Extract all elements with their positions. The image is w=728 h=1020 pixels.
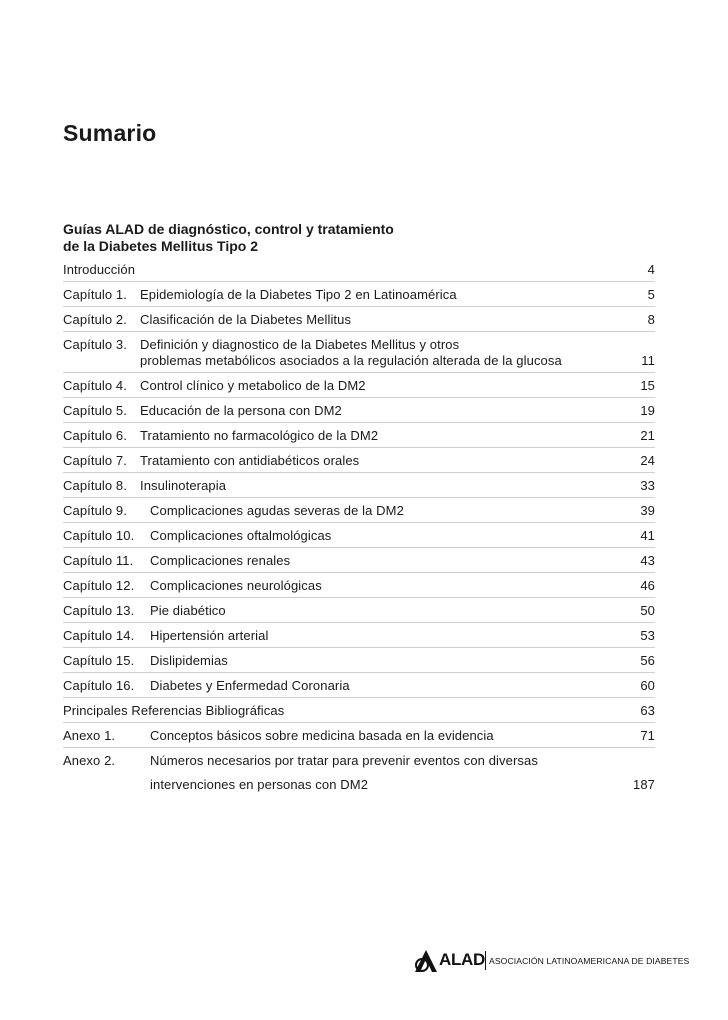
toc-page-number: 187 (633, 777, 655, 792)
toc-label: Anexo 2. (63, 753, 116, 768)
toc-title: Diabetes y Enfermedad Coronaria (150, 678, 350, 693)
toc-label: Capítulo 4. (63, 378, 127, 393)
toc-label: Capítulo 11. (63, 553, 134, 568)
alad-logo-icon (413, 948, 439, 974)
toc-label: Capítulo 5. (63, 403, 127, 418)
toc-page-number: 60 (640, 678, 655, 693)
toc-row-anexo-2[interactable] (63, 753, 655, 796)
toc-title: Complicaciones renales (150, 553, 291, 568)
toc-title: Dislipidemias (150, 653, 228, 668)
toc-title: Introducción (63, 262, 136, 277)
toc-page-number: 5 (647, 287, 655, 302)
toc-title: Tratamiento no farmacológico de la DM2 (140, 428, 379, 443)
toc-label: Capítulo 12. (63, 578, 135, 593)
toc-title: Complicaciones oftalmológicas (150, 528, 332, 543)
toc-row-capitulo-10[interactable] (63, 528, 655, 548)
organization-name: ASOCIACIÓN LATINOAMERICANA DE DIABETES (489, 956, 690, 966)
toc-page-number: 39 (640, 503, 655, 518)
toc-page-number: 19 (640, 403, 655, 418)
toc-row-anexo-1[interactable] (63, 728, 655, 748)
toc-page-number: 63 (640, 703, 655, 718)
toc-title: Conceptos básicos sobre medicina basada en la evidencia (150, 728, 494, 743)
toc-row-capitulo-8[interactable] (63, 478, 655, 498)
toc-row-capitulo-12[interactable] (63, 578, 655, 598)
toc-row-referencias[interactable] (63, 703, 655, 723)
section-heading-line2: de la Diabetes Mellitus Tipo 2 (63, 238, 259, 254)
toc-label: Capítulo 13. (63, 603, 135, 618)
toc-label: Capítulo 6. (63, 428, 127, 443)
toc-row-capitulo-7[interactable] (63, 453, 655, 473)
toc-title-line2: intervenciones en personas con DM2 (150, 777, 369, 792)
toc-label: Capítulo 16. (63, 678, 135, 693)
toc-title: Definición y diagnostico de la Diabetes Mellitus y otros (140, 337, 460, 352)
toc-title: Números necesarios por tratar para prevenir eventos con diversas (150, 753, 538, 768)
toc-page-number: 43 (640, 553, 655, 568)
toc-title: Clasificación de la Diabetes Mellitus (140, 312, 352, 327)
toc-row-capitulo-1[interactable] (63, 287, 655, 307)
toc-label: Capítulo 2. (63, 312, 127, 327)
toc-page-number: 8 (647, 312, 655, 327)
toc-page-number: 50 (640, 603, 655, 618)
toc-row-capitulo-9[interactable] (63, 503, 655, 523)
section-heading (63, 221, 483, 255)
toc-label: Capítulo 9. (63, 503, 127, 518)
toc-label: Capítulo 3. (63, 337, 127, 352)
alad-logo-word: ALAD (439, 950, 486, 969)
toc-title: Tratamiento con antidiabéticos orales (140, 453, 360, 468)
toc-page-number: 21 (640, 428, 655, 443)
toc-title: Educación de la persona con DM2 (140, 403, 342, 418)
toc-row-capitulo-15[interactable] (63, 653, 655, 673)
toc-row-capitulo-4[interactable] (63, 378, 655, 398)
toc-label: Capítulo 15. (63, 653, 135, 668)
table-of-contents (63, 262, 655, 801)
toc-title: Control clínico y metabolico de la DM2 (140, 378, 366, 393)
toc-row-capitulo-3[interactable] (63, 337, 655, 373)
toc-title: Principales Referencias Bibliográficas (63, 703, 285, 718)
toc-row-capitulo-16[interactable] (63, 678, 655, 698)
toc-label: Anexo 1. (63, 728, 116, 743)
page-title: Sumario (63, 120, 157, 146)
toc-label: Capítulo 10. (63, 528, 135, 543)
toc-page-number: 56 (640, 653, 655, 668)
toc-title: Hipertensión arterial (150, 628, 269, 643)
toc-page-number: 11 (641, 353, 655, 368)
toc-label: Capítulo 7. (63, 453, 127, 468)
toc-row-capitulo-5[interactable] (63, 403, 655, 423)
toc-label: Capítulo 8. (63, 478, 127, 493)
toc-title: Complicaciones agudas severas de la DM2 (150, 503, 404, 518)
toc-title: Pie diabético (150, 603, 226, 618)
toc-row-capitulo-6[interactable] (63, 428, 655, 448)
toc-row-introduccion[interactable] (63, 262, 655, 282)
toc-page-number: 33 (640, 478, 655, 493)
toc-page-number: 53 (640, 628, 655, 643)
section-heading-line1: Guías ALAD de diagnóstico, control y tratamiento (63, 221, 394, 237)
toc-title-line2: problemas metabólicos asociados a la regulación alterada de la glucosa (140, 353, 562, 368)
toc-row-capitulo-14[interactable] (63, 628, 655, 648)
toc-page-number: 46 (640, 578, 655, 593)
toc-row-capitulo-13[interactable] (63, 603, 655, 623)
alad-footer-logo (413, 948, 690, 974)
toc-page-number: 71 (640, 728, 655, 743)
toc-page-number: 15 (640, 378, 655, 393)
toc-title: Complicaciones neurológicas (150, 578, 322, 593)
toc-label: Capítulo 1. (63, 287, 127, 302)
toc-page-number: 41 (640, 528, 655, 543)
toc-title: Epidemiología de la Diabetes Tipo 2 en Latinoamérica (140, 287, 457, 302)
toc-title: Insulinoterapia (140, 478, 227, 493)
toc-page-number: 24 (640, 453, 655, 468)
toc-row-capitulo-2[interactable] (63, 312, 655, 332)
toc-label: Capítulo 14. (63, 628, 135, 643)
logo-divider (485, 951, 486, 970)
toc-row-capitulo-11[interactable] (63, 553, 655, 573)
toc-page-number: 4 (647, 262, 655, 277)
